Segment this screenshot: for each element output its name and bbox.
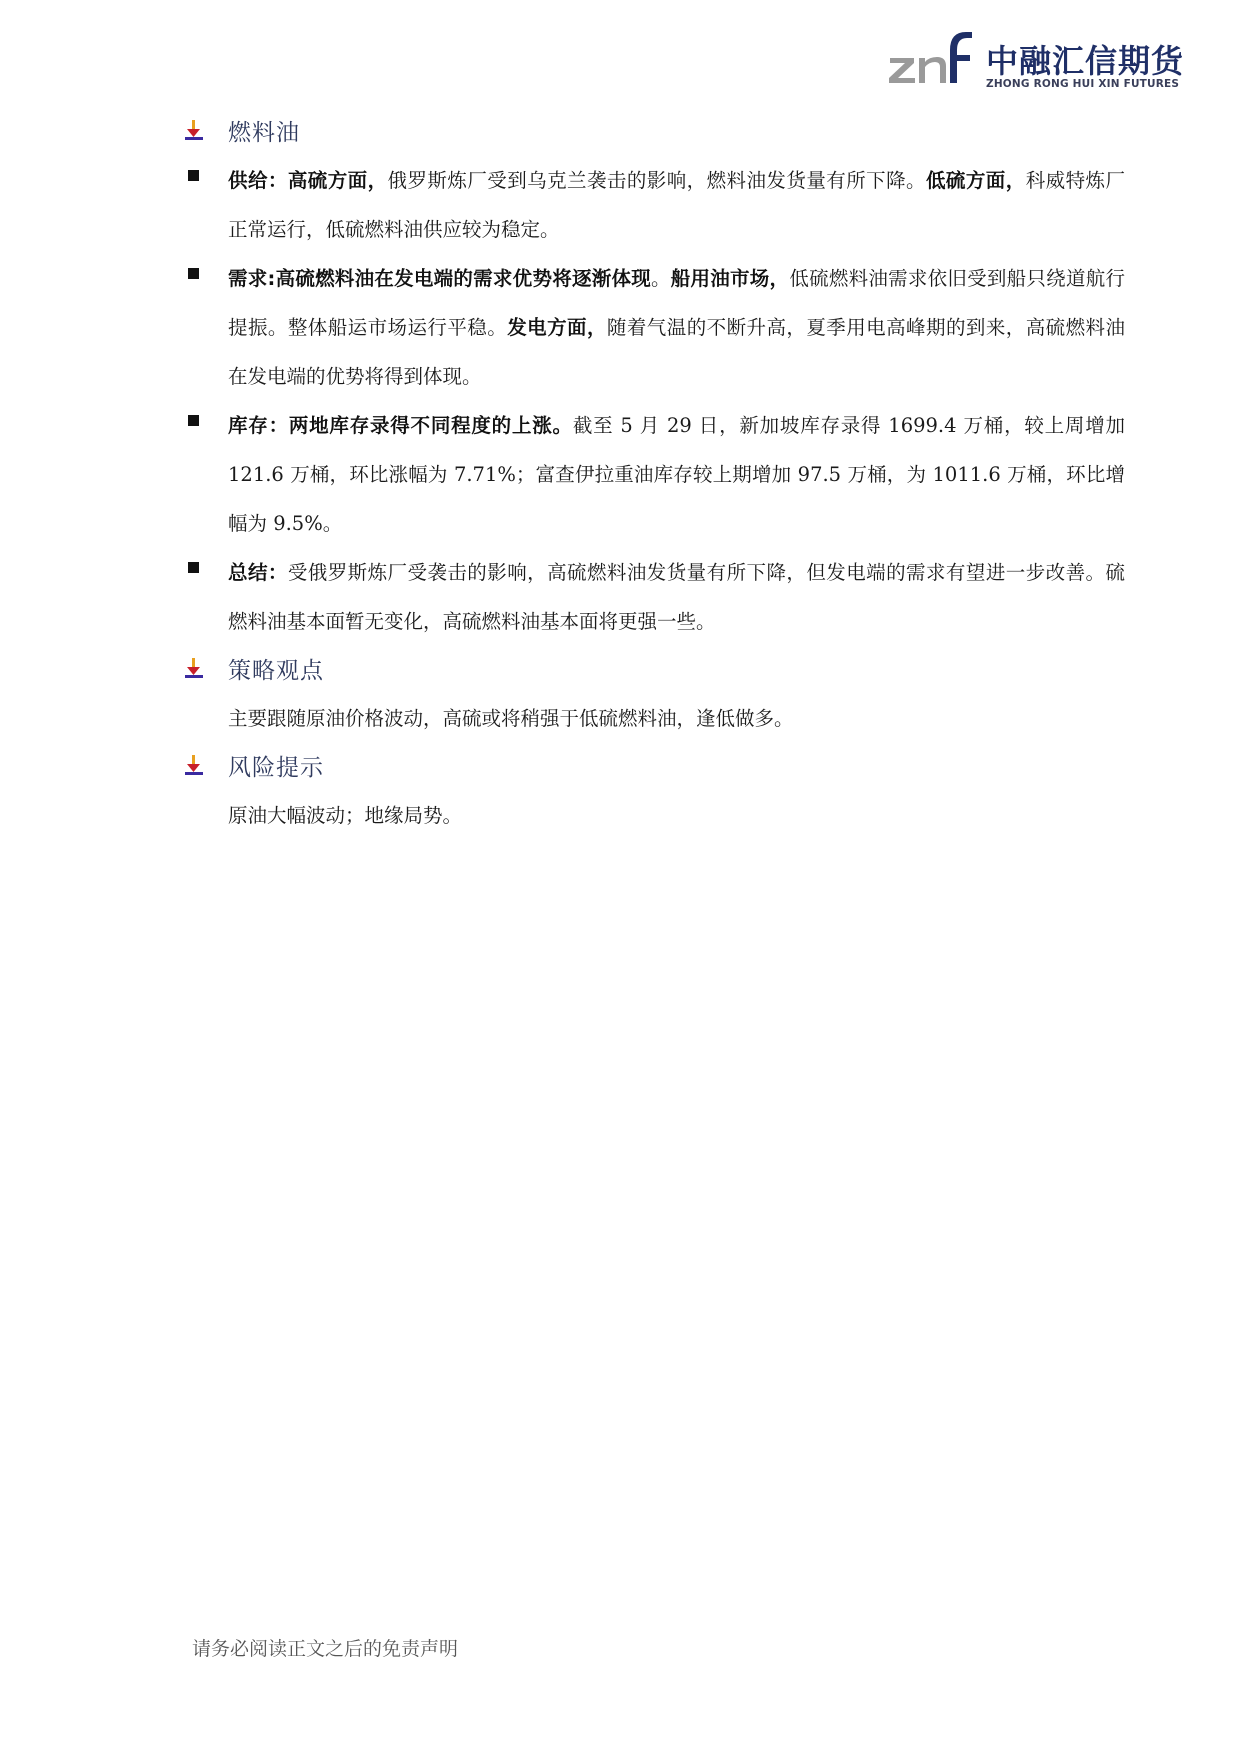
company-name-en: ZHONG RONG HUI XIN FUTURES <box>986 78 1180 90</box>
bullet-item-inventory <box>180 401 1125 548</box>
demand-paragraph: 需求:高硫燃料油在发电端的需求优势将逐渐体现。船用油市场，低硫燃料油需求依旧受到船只绕道航行提振。整体船运市场运行平稳。发电方面，随着气温的不断升高，夏季用电高峰期的到来，高硫燃料油在发电端的优势将得到体现。 <box>228 267 1125 388</box>
section-marker-icon <box>184 658 204 680</box>
report-body <box>180 108 1125 840</box>
inventory-paragraph: 库存：两地库存录得不同程度的上涨。截至 5 月 29 日，新加坡库存录得 1699.4 万桶，较上周增加 121.6 万桶，环比涨幅为 7.71%；富查伊拉重油库存较上期增加 97.5 万桶，为 1011.6 万桶，环比增幅为 9.5%。 <box>228 414 1125 535</box>
square-bullet-icon <box>188 170 199 181</box>
bullet-item-supply <box>180 156 1125 254</box>
bullet-item-summary <box>180 548 1125 646</box>
section-title: 策略观点 <box>228 658 324 684</box>
risk-paragraph: 原油大幅波动；地缘局势。 <box>228 804 463 827</box>
strategy-paragraph: 主要跟随原油价格波动，高硫或将稍强于低硫燃料油，逢低做多。 <box>228 707 794 730</box>
summary-paragraph: 总结：受俄罗斯炼厂受袭击的影响，高硫燃料油发货量有所下降，但发电端的需求有望进一步改善。硫燃料油基本面暂无变化，高硫燃料油基本面将更强一些。 <box>228 561 1125 633</box>
section-marker-icon <box>184 755 204 777</box>
square-bullet-icon <box>188 562 199 573</box>
znf-logo-mark-icon <box>888 28 986 90</box>
footer-disclaimer: 请务必阅读正文之后的免责声明 <box>192 1638 459 1660</box>
section-heading-risk <box>180 743 1125 791</box>
supply-paragraph: 供给：高硫方面，俄罗斯炼厂受到乌克兰袭击的影响，燃料油发货量有所下降。低硫方面，科威特炼厂正常运行，低硫燃料油供应较为稳定。 <box>228 169 1125 241</box>
section-title: 燃料油 <box>228 120 300 146</box>
section-heading-fuel-oil <box>180 108 1125 156</box>
company-name-cn: 中融汇信期货 <box>986 42 1185 80</box>
company-logo <box>888 28 1185 94</box>
section-title: 风险提示 <box>228 755 324 781</box>
section-heading-strategy <box>180 646 1125 694</box>
square-bullet-icon <box>188 268 199 279</box>
bullet-item-demand <box>180 254 1125 401</box>
section-marker-icon <box>184 120 204 142</box>
square-bullet-icon <box>188 415 199 426</box>
